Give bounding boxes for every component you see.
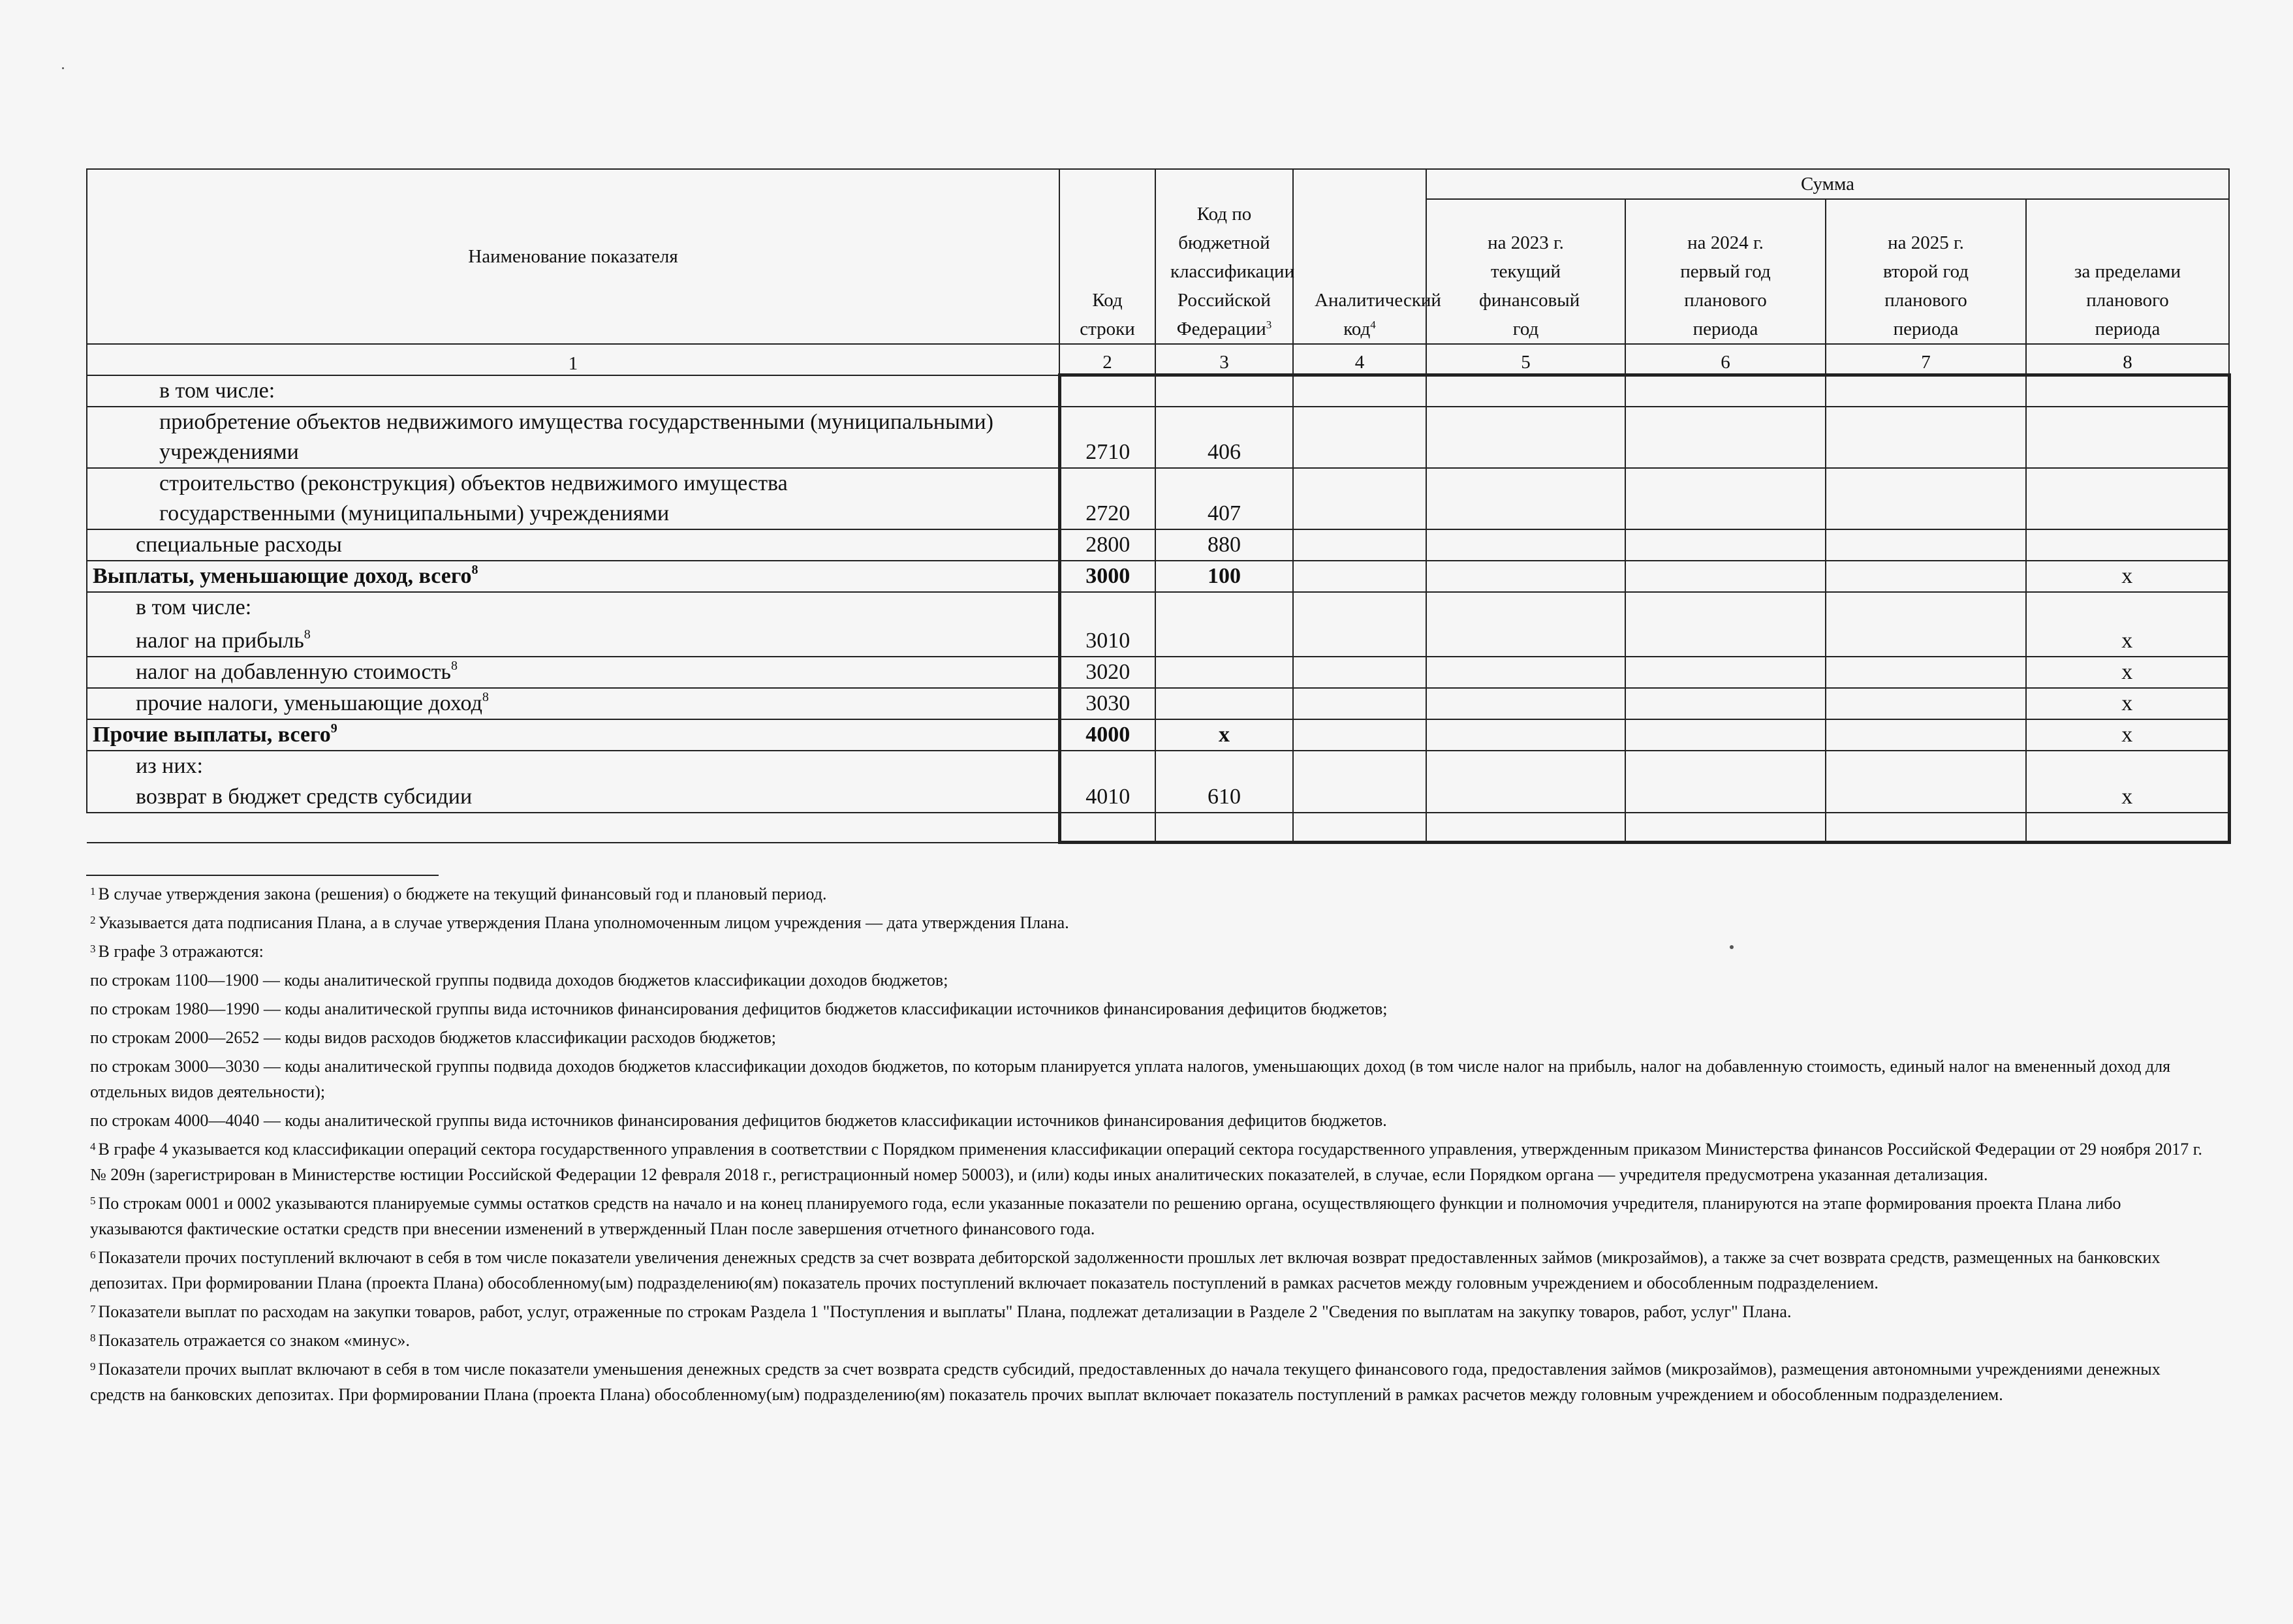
- row-sum-2024: [1625, 813, 1826, 843]
- footnote-line: [90, 996, 2211, 1022]
- row-sum-2023: [1426, 407, 1625, 468]
- row-budget-code: 406: [1155, 407, 1293, 468]
- footnote-text: по строкам 4000—4040 — коды аналитической группы вида источников финансирования дефицитов бюджетов классификации источников финансирования дефицитов бюджетов.: [90, 1111, 1387, 1130]
- row-name: в том числе:: [87, 375, 1059, 407]
- footnote-number: 8: [90, 1332, 96, 1344]
- row-sum-2023: [1426, 561, 1625, 592]
- row-budget-code: 610: [1155, 781, 1293, 813]
- row-sum-2024: [1625, 688, 1826, 719]
- row-sum-beyond: х: [2026, 688, 2229, 719]
- row-analytic-code: [1293, 719, 1426, 751]
- table-row: [87, 623, 2229, 657]
- table-row: [87, 407, 2229, 468]
- footnote-line: [90, 1054, 2211, 1104]
- row-sum-2025: [1826, 375, 2026, 407]
- row-name: специальные расходы: [87, 529, 1059, 561]
- footnote-number: 2: [90, 914, 96, 926]
- footnote: [90, 939, 2211, 964]
- row-analytic-code: [1293, 529, 1426, 561]
- footnote: [90, 881, 2211, 907]
- row-analytic-code: [1293, 813, 1426, 843]
- footnote-text: В графе 3 отражаются:: [98, 942, 264, 961]
- footnote-line: [90, 967, 2211, 993]
- row-sum-2025: [1826, 719, 2026, 751]
- row-code: [1059, 375, 1155, 407]
- row-name: прочие налоги, уменьшающие доход: [136, 691, 482, 715]
- row-sum-2025: [1826, 468, 2026, 529]
- footnote-line: [90, 1108, 2211, 1133]
- header-col-2023-text: на 2023 г. текущий финансовый год: [1479, 232, 1580, 339]
- row-sum-2024: [1625, 407, 1826, 468]
- row-name-cell: [87, 561, 1059, 592]
- column-number: 3: [1155, 344, 1293, 375]
- row-sum-2024: [1625, 623, 1826, 657]
- row-budget-code: [1155, 657, 1293, 688]
- row-note: 8: [450, 658, 458, 673]
- table-row: [87, 375, 2229, 407]
- row-code: [1059, 751, 1155, 781]
- footnote-number: 5: [90, 1195, 96, 1207]
- footnote-text: В графе 4 указывается код классификации операций сектора государственного управления в соответствии с Порядком применения классификации операций сектора государственного управления, утвержденным приказом Министерства финансов Российской Федерации от 29 ноября 2017 г. № 209н (зарегистрирован в Министерстве юстиции Российской Федерации 12 февраля 2018 г., регистрационный номер 50003), и (или) коды иных аналитических показателей, в случае, если Порядком органа — учредителя предусмотрена указанная детализация.: [90, 1140, 2203, 1184]
- footnote-text: В случае утверждения закона (решения) о бюджете на текущий финансовый год и плановый период.: [98, 884, 827, 903]
- footnote-number: 7: [90, 1303, 96, 1315]
- row-name: Выплаты, уменьшающие доход, всего: [93, 563, 472, 588]
- row-sum-beyond: [2026, 468, 2229, 529]
- row-sum-2025: [1826, 623, 2026, 657]
- row-budget-code: х: [1155, 719, 1293, 751]
- row-sum-beyond: х: [2026, 781, 2229, 813]
- row-sum-2023: [1426, 529, 1625, 561]
- table-row: [87, 468, 2229, 529]
- row-sum-2025: [1826, 657, 2026, 688]
- column-number: 2: [1059, 344, 1155, 375]
- row-sum-2023: [1426, 468, 1625, 529]
- header-name: Наименование показателя: [87, 169, 1059, 344]
- footnote: [90, 1245, 2211, 1296]
- footnote-text: по строкам 1100—1900 — коды аналитической группы подвида доходов бюджетов классификации доходов бюджетов;: [90, 971, 948, 990]
- row-analytic-code: [1293, 592, 1426, 623]
- footnote-number: 1: [90, 885, 96, 898]
- row-analytic-code: [1293, 781, 1426, 813]
- header-row-top: [87, 169, 2229, 199]
- row-sum-2023: [1426, 781, 1625, 813]
- row-code: [1059, 592, 1155, 623]
- row-code: 3030: [1059, 688, 1155, 719]
- row-analytic-code: [1293, 623, 1426, 657]
- header-code-row: [1059, 169, 1155, 344]
- header-analytic-code-note: 4: [1370, 319, 1376, 331]
- footnotes: [90, 881, 2211, 1411]
- footnote: [90, 1328, 2211, 1353]
- row-sum-beyond: [2026, 375, 2229, 407]
- column-numbers-row: [87, 344, 2229, 375]
- row-code: 4010: [1059, 781, 1155, 813]
- row-sum-2025: [1826, 407, 2026, 468]
- row-sum-beyond: [2026, 529, 2229, 561]
- row-budget-code: [1155, 592, 1293, 623]
- header-analytic-code: [1293, 169, 1441, 344]
- row-sum-2024: [1625, 468, 1826, 529]
- row-sum-beyond: [2026, 813, 2229, 843]
- row-name: в том числе:: [87, 592, 1059, 623]
- row-name-cell: [87, 719, 1059, 751]
- plan-table: [86, 168, 2231, 844]
- table-row: [87, 561, 2229, 592]
- column-number: 1: [87, 344, 1059, 375]
- row-note: 8: [471, 562, 478, 577]
- row-code: 2720: [1059, 468, 1155, 529]
- row-budget-code: [1155, 751, 1293, 781]
- column-number: 6: [1625, 344, 1826, 375]
- header-budget-code: [1155, 169, 1293, 344]
- row-sum-2023: [1426, 751, 1625, 781]
- row-sum-2024: [1625, 719, 1826, 751]
- row-code: 3020: [1059, 657, 1155, 688]
- row-sum-2025: [1826, 592, 2026, 623]
- footnote-text: Показатели выплат по расходам на закупки товаров, работ, услуг, отраженные по строкам Раздела 1 "Поступления и выплаты" Плана, подлежат детализации в Разделе 2 "Сведения по выплатам на закупку товаров, работ, услуг" Плана.: [98, 1302, 1792, 1321]
- footnote: [90, 1299, 2211, 1324]
- footnote-text: по строкам 2000—2652 — коды видов расходов бюджетов классификации расходов бюджетов;: [90, 1028, 777, 1047]
- footnote-line: [90, 1025, 2211, 1050]
- row-name: строительство (реконструкция) объектов недвижимого имущества государственными (муниципальными) учреждениями: [87, 468, 1059, 529]
- footnote: [90, 1136, 2211, 1187]
- row-sum-2023: [1426, 623, 1625, 657]
- footnote: [90, 1356, 2211, 1407]
- row-note: 9: [330, 721, 337, 736]
- table-row: [87, 688, 2229, 719]
- column-number: 4: [1293, 344, 1426, 375]
- row-name: налог на добавленную стоимость: [136, 659, 451, 684]
- row-budget-code: [1155, 688, 1293, 719]
- header-col-2025: [1826, 199, 2026, 344]
- row-analytic-code: [1293, 688, 1426, 719]
- header-col-2025-text: на 2025 г. второй год планового периода: [1882, 232, 1969, 339]
- row-sum-2024: [1625, 561, 1826, 592]
- footnote-number: 6: [90, 1249, 96, 1261]
- row-sum-2024: [1625, 529, 1826, 561]
- header-code-row-text: Код строки: [1080, 290, 1135, 339]
- row-analytic-code: [1293, 468, 1426, 529]
- scan-speck: [62, 67, 64, 69]
- table-row: [87, 751, 2229, 781]
- row-name: Прочие выплаты, всего: [93, 722, 331, 747]
- row-sum-2025: [1826, 813, 2026, 843]
- row-analytic-code: [1293, 375, 1426, 407]
- row-sum-2025: [1826, 781, 2026, 813]
- footnote-separator: [86, 875, 439, 876]
- row-sum-2025: [1826, 688, 2026, 719]
- footnote: [90, 910, 2211, 935]
- row-analytic-code: [1293, 561, 1426, 592]
- row-note: 8: [304, 627, 311, 642]
- row-sum-beyond: [2026, 592, 2229, 623]
- row-sum-2023: [1426, 813, 1625, 843]
- header-analytic-code-text: Аналитический код: [1315, 290, 1441, 339]
- row-budget-code: [1155, 623, 1293, 657]
- row-sum-2024: [1625, 751, 1826, 781]
- column-number: 8: [2026, 344, 2229, 375]
- row-sum-2023: [1426, 688, 1625, 719]
- row-budget-code: 100: [1155, 561, 1293, 592]
- footnote-number: 3: [90, 943, 96, 955]
- row-code: [1059, 813, 1155, 843]
- table-row: [87, 719, 2229, 751]
- row-sum-beyond: [2026, 751, 2229, 781]
- header-col-beyond: [2026, 199, 2229, 344]
- footnote-text: Показатель отражается со знаком «минус».: [98, 1331, 410, 1350]
- header-col-2024: [1625, 199, 1826, 344]
- row-budget-code: 407: [1155, 468, 1293, 529]
- row-sum-2023: [1426, 657, 1625, 688]
- header-col-beyond-text: за пределами планового периода: [2074, 261, 2181, 339]
- row-analytic-code: [1293, 751, 1426, 781]
- row-analytic-code: [1293, 407, 1426, 468]
- row-budget-code: [1155, 813, 1293, 843]
- row-sum-2025: [1826, 751, 2026, 781]
- scan-speck: [1730, 945, 1734, 949]
- table-row: [87, 781, 2229, 813]
- row-name-cell: [87, 657, 1059, 688]
- row-sum-2025: [1826, 529, 2026, 561]
- header-sum: Сумма: [1426, 169, 2229, 199]
- row-code: 3010: [1059, 623, 1155, 657]
- footnote: [90, 1191, 2211, 1241]
- column-number: 7: [1826, 344, 2026, 375]
- column-number: 5: [1426, 344, 1625, 375]
- row-sum-2024: [1625, 657, 1826, 688]
- row-sum-beyond: х: [2026, 623, 2229, 657]
- row-sum-beyond: [2026, 407, 2229, 468]
- row-sum-2025: [1826, 561, 2026, 592]
- table-row: [87, 657, 2229, 688]
- row-name: возврат в бюджет средств субсидии: [87, 781, 1059, 813]
- row-name-cell: [87, 623, 1059, 657]
- row-note: 8: [482, 689, 489, 704]
- row-budget-code: 880: [1155, 529, 1293, 561]
- row-sum-beyond: х: [2026, 657, 2229, 688]
- footnote-number: 4: [90, 1140, 96, 1153]
- table-row: [87, 529, 2229, 561]
- row-sum-2024: [1625, 375, 1826, 407]
- table-row: [87, 592, 2229, 623]
- row-name: из них:: [87, 751, 1059, 781]
- footnote-text: по строкам 3000—3030 — коды аналитической группы подвида доходов бюджетов классификации доходов бюджетов, по которым планируется уплата налогов, уменьшающих доход (в том числе налог на прибыль, налог на добавленную стоимость, единый налог на вмененный доход для отдельных видов деятельности);: [90, 1057, 2171, 1101]
- header-budget-code-text: Код по бюджетной классификации Российской Федерации: [1170, 204, 1295, 339]
- row-analytic-code: [1293, 657, 1426, 688]
- row-sum-2024: [1625, 592, 1826, 623]
- header-budget-code-note: 3: [1266, 319, 1272, 331]
- row-name: налог на прибыль: [136, 628, 304, 653]
- footnote-text: Указывается дата подписания Плана, а в случае утверждения Плана уполномоченным лицом учреждения — дата утверждения Плана.: [98, 913, 1069, 932]
- footnote-text: По строкам 0001 и 0002 указываются планируемые суммы остатков средств на начало и на конец планируемого года, если указанные показатели по решению органа, осуществляющего функции и полномочия учредителя, планируются на этапе формирования проекта Плана либо указываются фактические остатки средств при внесении изменений в утвержденный План после завершения отчетного финансового года.: [90, 1194, 2121, 1238]
- header-col-2023: [1426, 199, 1625, 344]
- row-sum-2023: [1426, 719, 1625, 751]
- row-code: 4000: [1059, 719, 1155, 751]
- footnote-text: Показатели прочих выплат включают в себя в том числе показатели уменьшения денежных средств за счет возврата средств субсидий, предоставленных до начала текущего финансового года, предоставления займов (микрозаймов), размещения автономными учреждениями денежных средств на банковских депозитах. При формировании Плана (проекта Плана) обособленному(ым) подразделению(ям) показатель прочих выплат включает показатель поступлений в рамках расчетов между головным учреждением и обособленным подразделением.: [90, 1360, 2160, 1404]
- row-sum-2023: [1426, 375, 1625, 407]
- row-code: 2710: [1059, 407, 1155, 468]
- row-name: [87, 813, 1059, 843]
- row-code: 2800: [1059, 529, 1155, 561]
- row-code: 3000: [1059, 561, 1155, 592]
- row-sum-2023: [1426, 592, 1625, 623]
- table-row-empty: [87, 813, 2229, 843]
- row-sum-beyond: х: [2026, 561, 2229, 592]
- row-budget-code: [1155, 375, 1293, 407]
- row-name-cell: [87, 688, 1059, 719]
- header-col-2024-text: на 2024 г. первый год планового периода: [1680, 232, 1771, 339]
- footnote-text: по строкам 1980—1990 — коды аналитической группы вида источников финансирования дефицитов бюджетов классификации источников финансирования дефицитов бюджетов;: [90, 999, 1388, 1018]
- row-sum-2024: [1625, 781, 1826, 813]
- footnote-number: 9: [90, 1360, 96, 1373]
- row-sum-beyond: х: [2026, 719, 2229, 751]
- row-name: приобретение объектов недвижимого имущества государственными (муниципальными) учреждениями: [87, 407, 1059, 468]
- footnote-text: Показатели прочих поступлений включают в себя в том числе показатели увеличения денежных средств за счет возврата дебиторской задолженности прошлых лет включая возврат предоставленных займов (микрозаймов), а также за счет возврата средств, размещенных на банковских депозитах. При формировании Плана (проекта Плана) обособленному(ым) подразделению(ям) показатель прочих поступлений включает показатель поступлений в рамках расчетов между головным учреждением и обособленным подразделением.: [90, 1248, 2160, 1292]
